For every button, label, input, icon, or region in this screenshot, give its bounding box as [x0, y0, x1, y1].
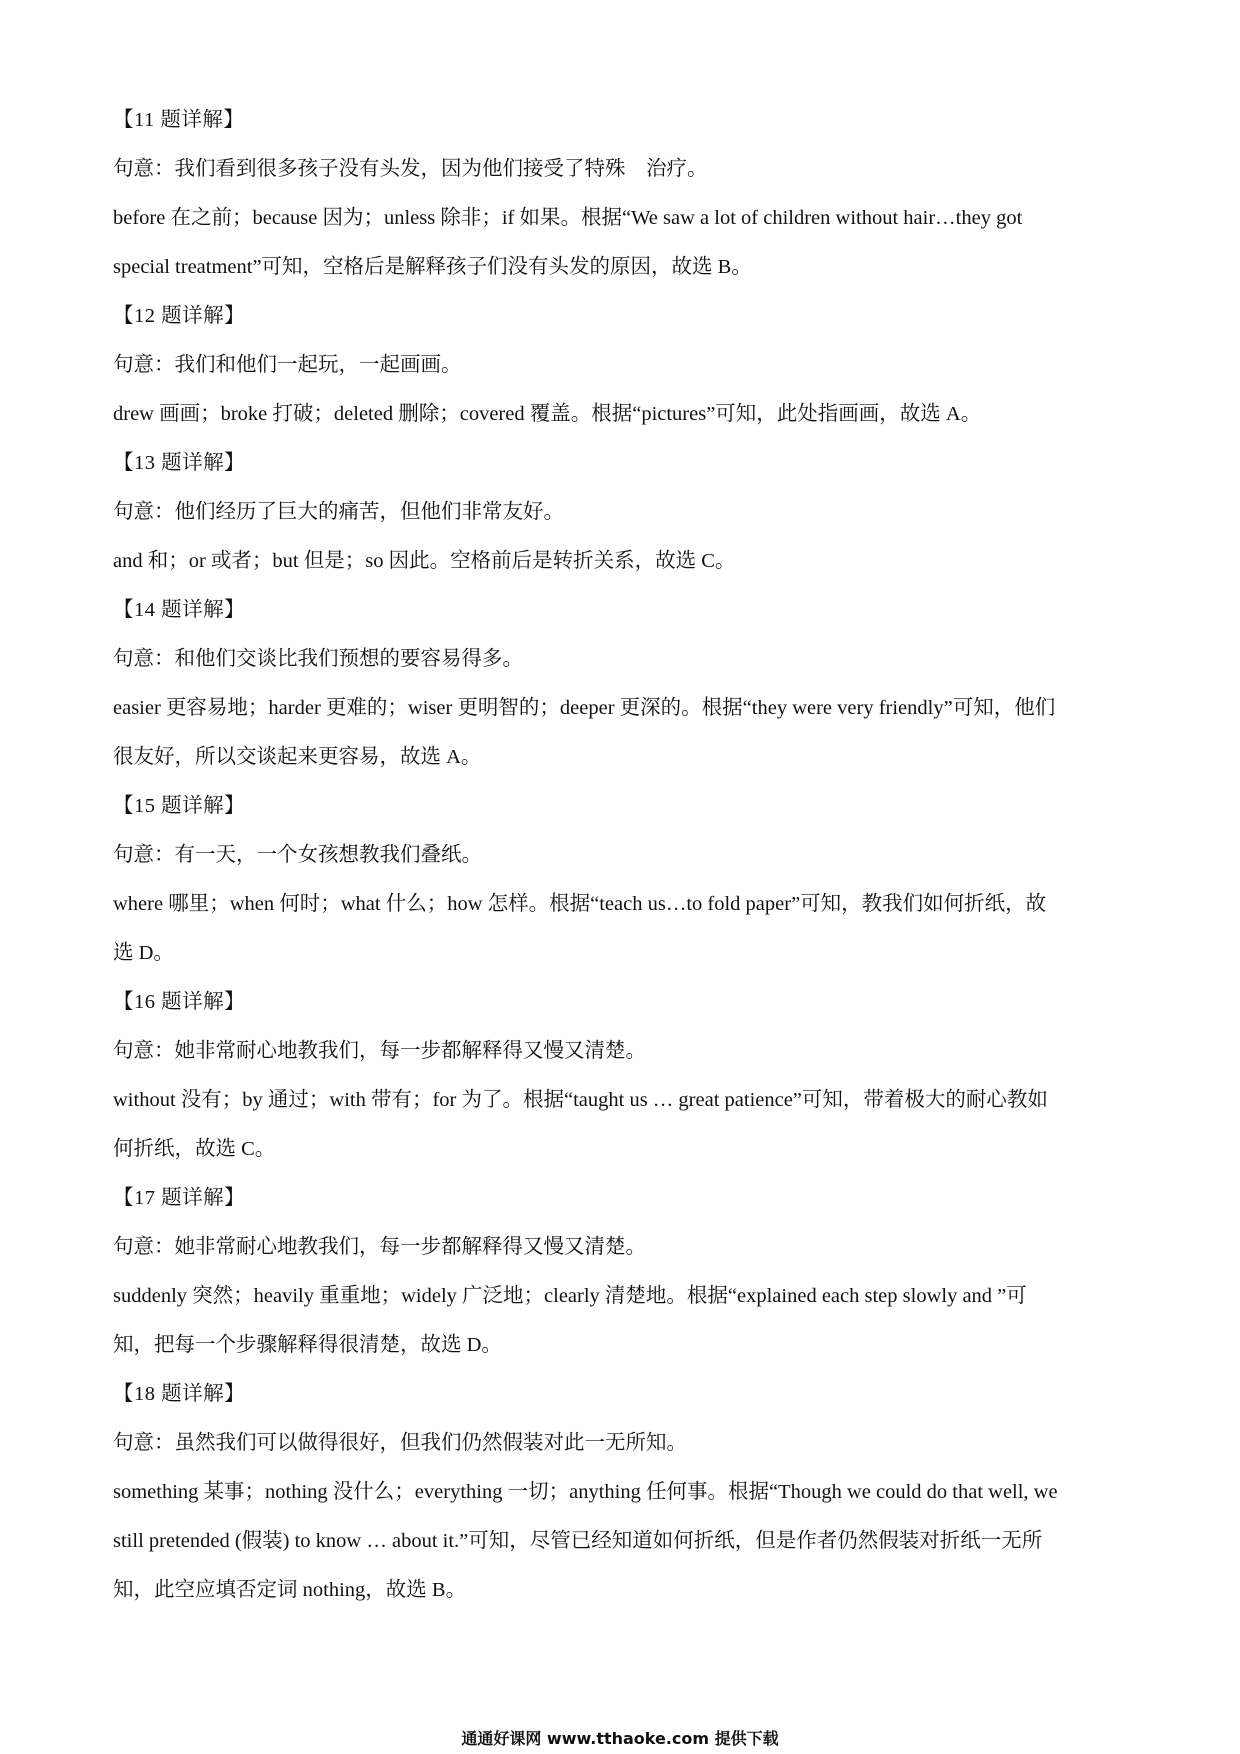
paragraph-line: 句意：我们看到很多孩子没有头发，因为他们接受了特殊 治疗。: [113, 158, 708, 180]
paragraph-line: 何折纸，故选 C。: [113, 1138, 276, 1160]
page-footer: 通通好课网 www.tthaoke.com 提供下载: [461, 1729, 779, 1748]
section-heading-18: 【18 题详解】: [113, 1383, 246, 1405]
section-heading-11: 【11 题详解】: [113, 109, 245, 131]
paragraph-line: 句意：她非常耐心地教我们，每一步都解释得又慢又清楚。: [113, 1040, 646, 1062]
paragraph-line: 句意：和他们交谈比我们预想的要容易得多。: [113, 648, 523, 670]
paragraph-line: special treatment”可知，空格后是解释孩子们没有头发的原因，故选 B。: [113, 256, 752, 278]
paragraph-line: still pretended (假装) to know … about it.”可知，尽管已经知道如何折纸，但是作者仍然假装对折纸一无所: [113, 1530, 1043, 1552]
document-body: [113, 96, 1133, 1615]
paragraph-line: before 在之前；because 因为；unless 除非；if 如果。根据“We saw a lot of children without hair…they got: [113, 207, 1023, 229]
section-heading-14: 【14 题详解】: [113, 599, 246, 621]
paragraph-line: 句意：他们经历了巨大的痛苦，但他们非常友好。: [113, 501, 564, 523]
paragraph-line: drew 画画；broke 打破；deleted 删除；covered 覆盖。根据“pictures”可知，此处指画画，故选 A。: [113, 403, 982, 425]
section-heading-13: 【13 题详解】: [113, 452, 246, 474]
paragraph-line: without 没有；by 通过；with 带有；for 为了。根据“taught us … great patience”可知，带着极大的耐心教如: [113, 1089, 1048, 1111]
paragraph-line: 句意：我们和他们一起玩，一起画画。: [113, 354, 462, 376]
paragraph-line: 知，把每一个步骤解释得很清楚，故选 D。: [113, 1334, 502, 1356]
paragraph-line: 句意：她非常耐心地教我们，每一步都解释得又慢又清楚。: [113, 1236, 646, 1258]
section-heading-16: 【16 题详解】: [113, 991, 246, 1013]
section-heading-15: 【15 题详解】: [113, 795, 246, 817]
paragraph-line: and 和；or 或者；but 但是；so 因此。空格前后是转折关系，故选 C。: [113, 550, 736, 572]
section-heading-17: 【17 题详解】: [113, 1187, 246, 1209]
paragraph-line: 句意：虽然我们可以做得很好，但我们仍然假装对此一无所知。: [113, 1432, 687, 1454]
paragraph-line: easier 更容易地；harder 更难的；wiser 更明智的；deeper 更深的。根据“they were very friendly”可知，他们: [113, 697, 1056, 719]
paragraph-line: suddenly 突然；heavily 重重地；widely 广泛地；clearly 清楚地。根据“explained each step slowly and ”可: [113, 1285, 1027, 1307]
paragraph-line: something 某事；nothing 没什么；everything 一切；anything 任何事。根据“Though we could do that well, we: [113, 1481, 1058, 1503]
paragraph-line: where 哪里；when 何时；what 什么；how 怎样。根据“teach us…to fold paper”可知，教我们如何折纸，故: [113, 893, 1047, 915]
paragraph-line: 很友好，所以交谈起来更容易，故选 A。: [113, 746, 482, 768]
paragraph-line: 知，此空应填否定词 nothing，故选 B。: [113, 1579, 467, 1601]
paragraph-line: 句意：有一天，一个女孩想教我们叠纸。: [113, 844, 482, 866]
section-heading-12: 【12 题详解】: [113, 305, 246, 327]
paragraph-line: 选 D。: [113, 942, 174, 964]
